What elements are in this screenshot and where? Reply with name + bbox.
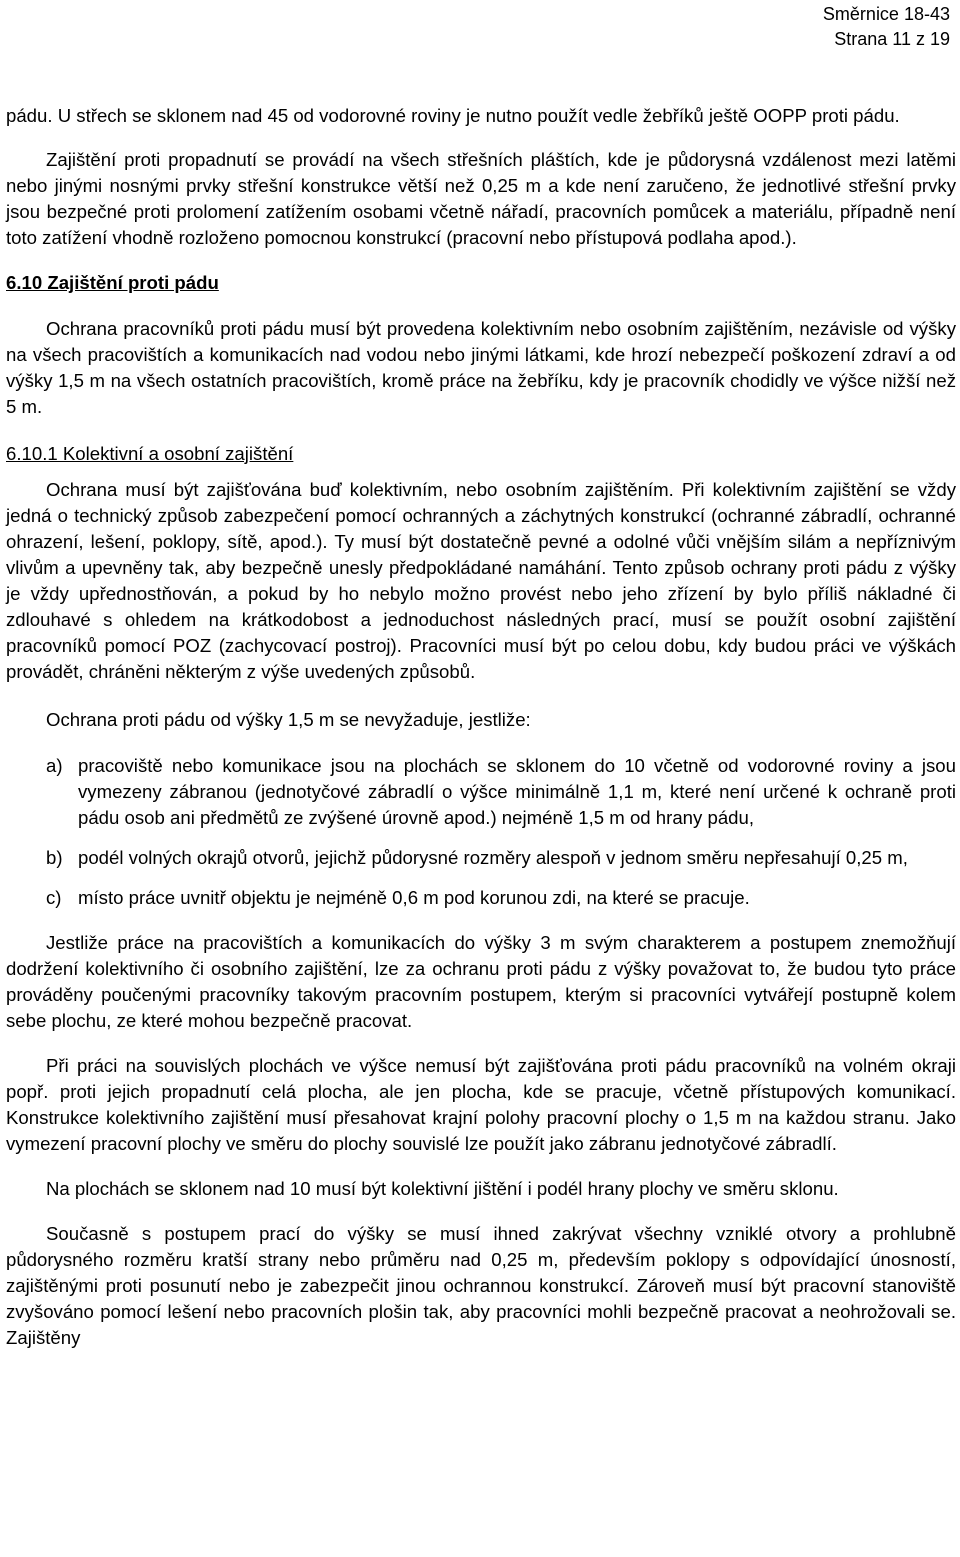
page-header (823, 2, 950, 52)
section-heading-6-10: 6.10 Zajištění proti pádu (6, 272, 219, 293)
list-marker: a) (46, 755, 63, 776)
paragraph-continuation: pádu. U střech se sklonem nad 45 od vodorovné roviny je nutno použít vedle žebříků ještě OOPP proti pádu. (6, 105, 900, 126)
paragraph-openings: Současně s postupem prací do výšky se musí ihned zakrývat všechny vzniklé otvory a prohlubně půdorysného rozměru kratší strany nebo průměru nad 0,25 m, především poklopy s odpovídající únosností, zajištěnými proti posunutí nebo je zabezpečit jinou ochrannou konstrukcí. Zároveň musí být pracovní stanoviště zvyšováno pomocí lešení nebo pracovních plošin tak, aby pracovníci mohli bezpečně pracovat a neohrožovali se. Zajištěny (6, 1223, 956, 1348)
paragraph-roof-protection: Zajištění proti propadnutí se provádí na všech střešních pláštích, kde je půdorysná vzdálenost mezi latěmi nebo jinými nosnými prvky střešní konstrukce větší než 0,25 m a kde není zaručeno, že jednotlivé střešní prvky jsou bezpečné proti prolomení zatížením osobami včetně nářadí, pracovních pomůcek a materiálu, případně není toto zatížení vhodně rozloženo pomocnou konstrukcí (pracovní nebo přístupová podlaha apod.). (6, 149, 956, 248)
directive-number: Směrnice 18-43 (822, 4, 950, 24)
page-number: Strana 11 z 19 (834, 29, 950, 49)
list-item (6, 885, 956, 911)
paragraph-collective-personal: Ochrana musí být zajišťována buď kolektivním, nebo osobním zajištěním. Při kolektivním zajištění se vždy jedná o technický způsob zabezpečení pomocí ochranných a záchytných konstrukcí (ochranné zábradlí, ochranné ohrazení, lešení, poklopy, sítě, apod.). Ty musí být dostatečně pevné a odolné vůči vnějším silám a nepříznivým vlivům a upevněny tak, aby bezpečně unesly předpokládané namáhání. Tento způsob ochrany proti pádu z výšky je vždy upřednostňován, a pokud by ho nebylo možno provést nebo jeho zřízení by bylo příliš nákladné či zdlouhavé s ohledem na krátkodobost a jednoduchost následných prací, musí se použít osobní zajištění pracovníků pomocí POZ (zachycovací postroj). Pracovníci musí být po celou dobu, kdy budou práci ve výškách provádět, chráněni některým z výše uvedených způsobů. (6, 479, 956, 682)
list-item-text: podél volných okrajů otvorů, jejichž půdorysné rozměry alespoň v jednom směru nepřesahují 0,25 m, (78, 847, 908, 868)
paragraph-continuous-surfaces: Při práci na souvislých plochách ve výšce nemusí být zajišťována proti pádu pracovníků na volném okraji popř. proti jejich propadnutí celá plocha, ale jen plocha, kde se pracuje, včetně přístupových komunikací. Konstrukce kolektivního zajištění musí přesahovat krajní polohy pracovní plochy o 1,5 m na každou stranu. Jako vymezení pracovní plochy ve směru do plochy souvislé lze použít jako zábranu jednotyčové zábradlí. (6, 1055, 956, 1154)
list-item-text: pracoviště nebo komunikace jsou na plochách se sklonem do 10 včetně od vodorovné roviny a jsou vymezeny zábranou (jednotyčové zábradlí o výšce minimálně 1,1 m, které není určené k ochraně proti pádu osob ani předmětů ze zvýšené úrovně apod.) nejméně 1,5 m od hrany pádu, (78, 755, 956, 828)
list-marker: c) (46, 887, 62, 908)
document-body (6, 103, 956, 1351)
list-item (6, 753, 956, 831)
list-item (6, 845, 956, 871)
section-heading-6-10-1: 6.10.1 Kolektivní a osobní zajištění (6, 443, 294, 464)
paragraph-low-height-work: Jestliže práce na pracovištích a komunikacích do výšky 3 m svým charakterem a postupem znemožňují dodržení kolektivního či osobního zajištění, lze za ochranu proti pádu z výšky považovat to, že budou tyto práce prováděny poučenými pracovníky takovým pracovním postupem, kterým si pracovníci vytvářejí postupně kolem sebe plochu, ze které mohou bezpečně pracovat. (6, 932, 956, 1031)
list-marker: b) (46, 847, 63, 868)
paragraph-fall-protection: Ochrana pracovníků proti pádu musí být provedena kolektivním nebo osobním zajištěním, nezávisle od výšky na všech pracovištích a komunikacích nad vodou nebo jinými látkami, kde hrozí nebezpečí poškození zdraví a od výšky 1,5 m na všech ostatních pracovištích, kromě práce na žebříku, kdy je pracovník chodidly ve výšce nižší než 5 m. (6, 318, 956, 417)
paragraph-exception-intro: Ochrana proti pádu od výšky 1,5 m se nevyžaduje, jestliže: (46, 709, 531, 730)
list-item-text: místo práce uvnitř objektu je nejméně 0,6 m pod korunou zdi, na které se pracuje. (78, 887, 750, 908)
paragraph-slope: Na plochách se sklonem nad 10 musí být kolektivní jištění i podél hrany plochy ve směru sklonu. (46, 1178, 839, 1199)
